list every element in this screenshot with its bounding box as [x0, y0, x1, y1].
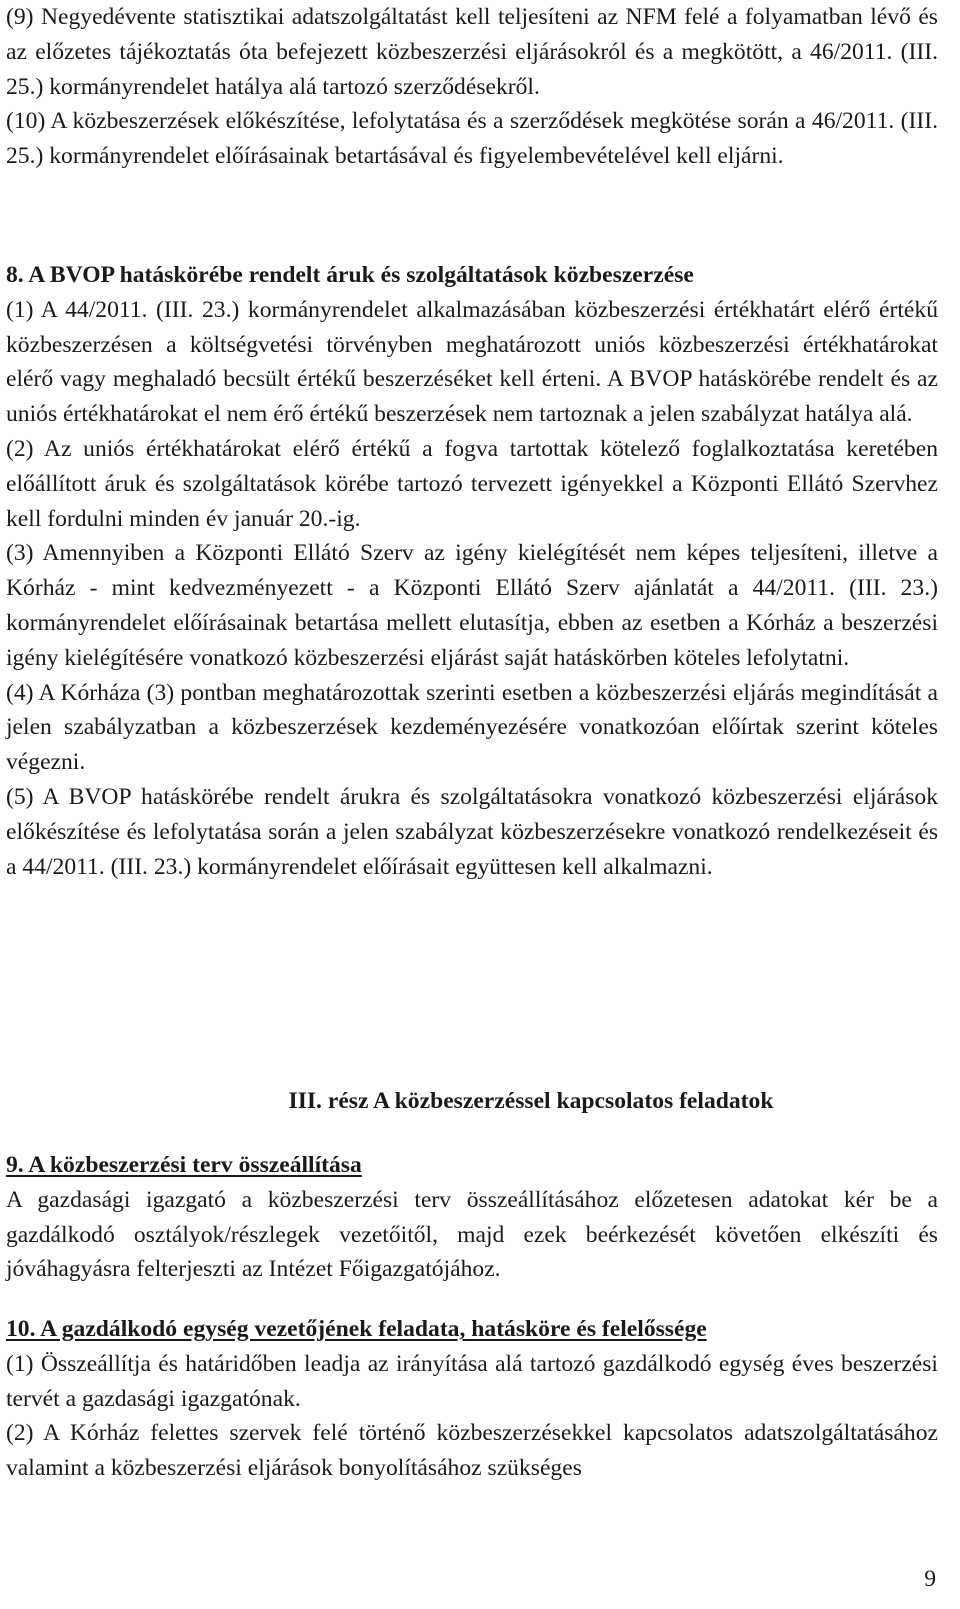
part-3-title-block	[6, 1084, 938, 1119]
section-10-paragraph-2: (2) A Kórház felettes szervek felé történő közbeszerzésekkel kapcsolatos adatszolgáltatásához valamint a közbeszerzési eljárások bonyolításához szükséges	[6, 1420, 938, 1482]
paragraph-10: (10) A közbeszerzések előkészítése, lefolytatása és a szerződések megkötése során a 46/2011. (III. 25.) kormányrendelet előírásainak betartásával és figyelembevételével kell eljárni.	[6, 108, 938, 170]
page-number: 9	[924, 1566, 936, 1592]
section-9-paragraph: A gazdasági igazgató a közbeszerzési terv összeállításához előzetesen adatokat kér be a gazdálkodó osztályok/részlegek vezetőitől, majd ezek beérkezését követően elkészíti és jóváhagyásra felterjeszti az Intézet Főigazgatójához.	[6, 1186, 938, 1283]
section-10-heading: 10. A gazdálkodó egység vezetőjének feladata, hatásköre és felelőssége	[6, 1316, 707, 1342]
section-9	[6, 1148, 938, 1287]
section-8-paragraph-5: (5) A BVOP hatáskörébe rendelt árukra és szolgáltatásokra vonatkozó közbeszerzési eljárások előkészítése és lefolytatása során a jelen szabályzat közbeszerzésekre vonatkozó rendelkezéseit és a 44/2011. (III. 23.) kormányrendelet előírásait együttesen kell alkalmazni.	[6, 783, 938, 880]
part-3-title: III. rész A közbeszerzéssel kapcsolatos feladatok	[288, 1088, 774, 1114]
intro-block	[6, 0, 938, 174]
section-8	[6, 258, 938, 884]
section-8-paragraph-4: (4) A Kórháza (3) pontban meghatározottak szerinti esetben a közbeszerzési eljárás megindítását a jelen szabályzatban a közbeszerzések kezdeményezésére vonatkozóan előírtak szerint köteles végezni.	[6, 679, 938, 776]
section-8-heading: 8. A BVOP hatáskörébe rendelt áruk és szolgáltatások közbeszerzése	[6, 262, 694, 288]
section-10-paragraph-1: (1) Összeállítja és határidőben leadja az irányítása alá tartozó gazdálkodó egység éves beszerzési tervét a gazdasági igazgatónak.	[6, 1350, 938, 1412]
paragraph-9: (9) Negyedévente statisztikai adatszolgáltatást kell teljesíteni az NFM felé a folyamatban lévő és az előzetes tájékoztatás óta befejezett közbeszerzési eljárásokról és a megkötött, a 46/2011. (III. 25.) kormányrendelet hatálya alá tartozó szerződésekről.	[6, 4, 938, 100]
section-8-paragraph-1: (1) A 44/2011. (III. 23.) kormányrendelet alkalmazásában közbeszerzési értékhatárt elérő értékű közbeszerzésen a költségvetési törvényben meghatározott uniós közbeszerzési értékhatárokat elérő vagy meghaladó becsült értékű beszerzéséket kell érteni. A BVOP hatáskörébe rendelt és az uniós értékhatárokat el nem érő értékű beszerzések nem tartoznak a jelen szabályzat hatálya alá.	[6, 296, 938, 428]
section-10	[6, 1312, 938, 1486]
section-8-paragraph-3: (3) Amennyiben a Központi Ellátó Szerv az igény kielégítését nem képes teljesíteni, illetve a Kórház - mint kedvezményezett - a Központi Ellátó Szerv ajánlatát a 44/2011. (III. 23.) kormányrendelet előírásainak betartása mellett elutasítja, ebben az esetben a Kórház a beszerzési igény kielégítésére vonatkozó közbeszerzési eljárást saját hatáskörben köteles lefolytatni.	[6, 540, 938, 671]
section-9-heading: 9. A közbeszerzési terv összeállítása	[6, 1152, 362, 1178]
section-8-paragraph-2: (2) Az uniós értékhatárokat elérő értékű a fogva tartottak kötelező foglalkoztatása keretében előállított áruk és szolgáltatások körébe tartozó tervezett igényekkel a Központi Ellátó Szervhez kell fordulni minden év január 20.-ig.	[6, 435, 938, 532]
